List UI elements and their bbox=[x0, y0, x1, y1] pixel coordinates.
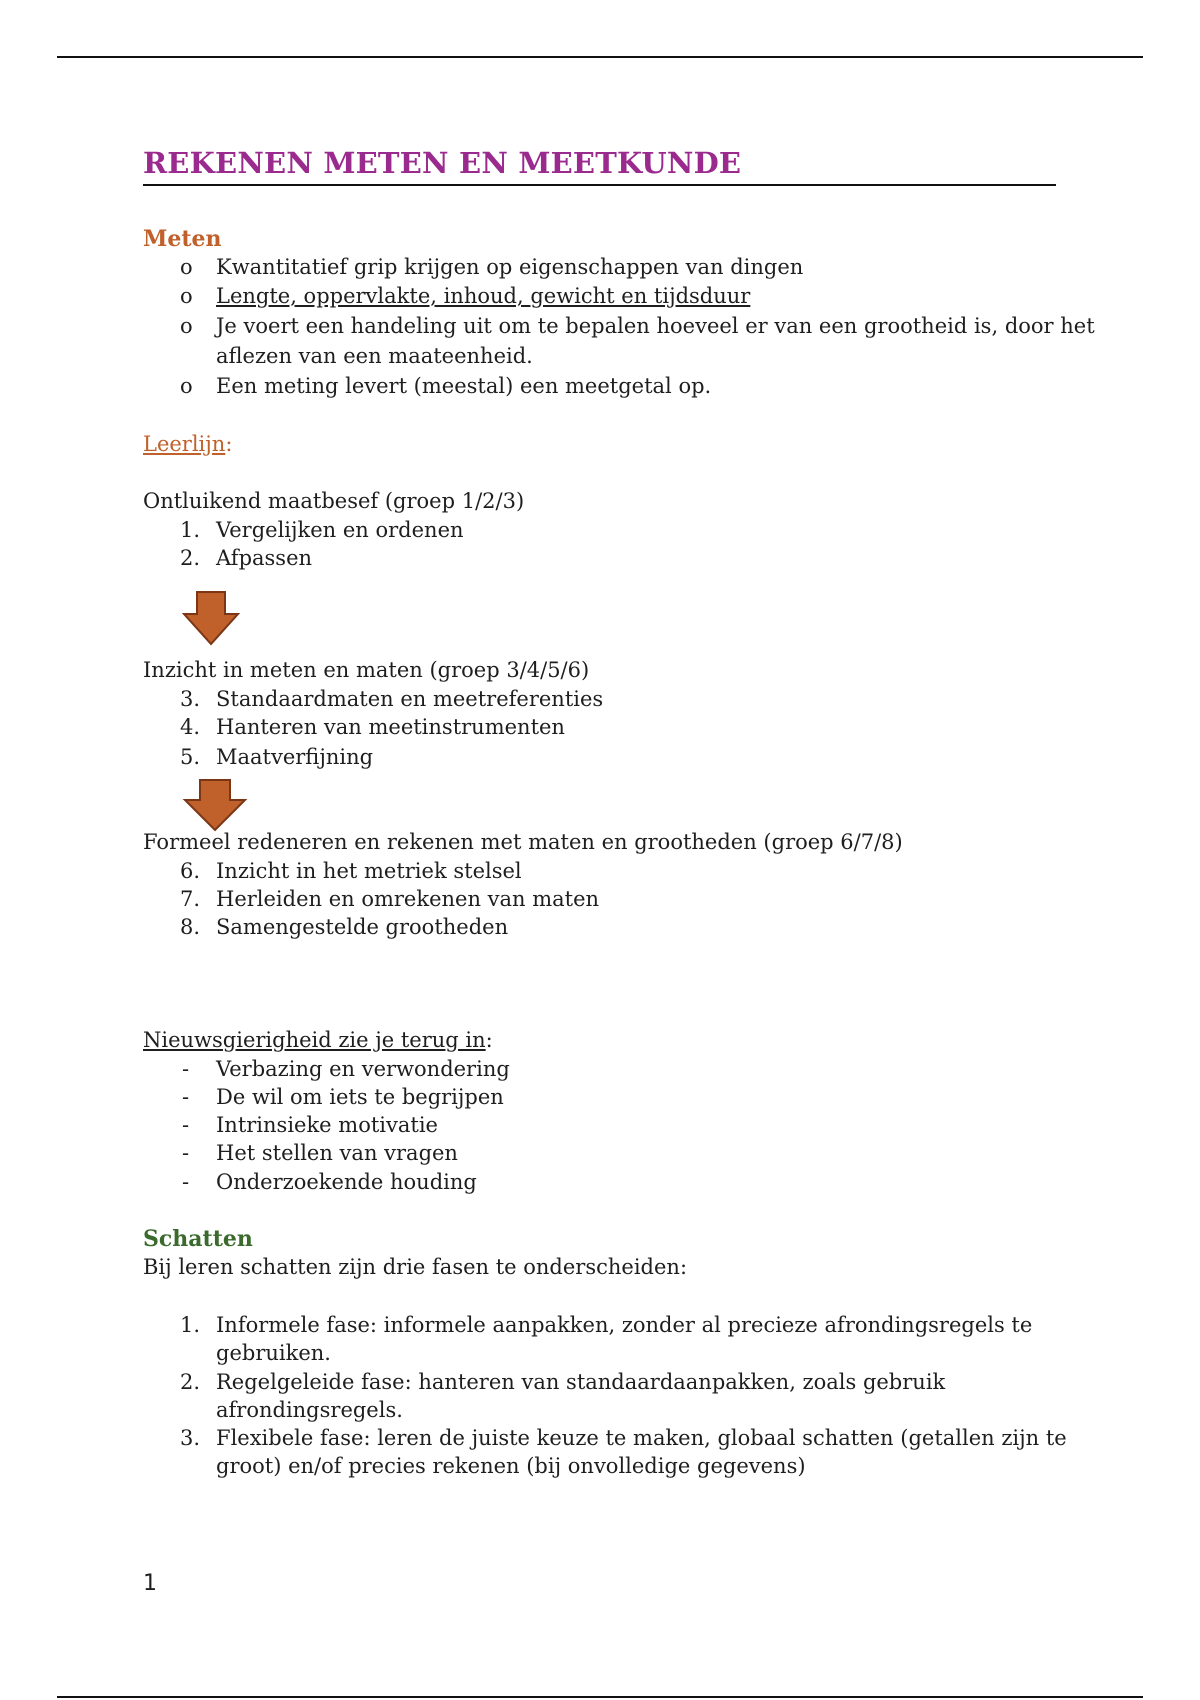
list-number: 8. bbox=[180, 915, 201, 939]
list-item: Vergelijken en ordenen bbox=[216, 518, 464, 542]
list-item: Afpassen bbox=[216, 546, 313, 570]
dash-marker: - bbox=[182, 1141, 190, 1165]
phase-line: Informele fase: informele aanpakken, zonder al precieze afrondingsregels te bbox=[216, 1313, 1033, 1337]
list-number: 2. bbox=[180, 1370, 201, 1394]
list-number: 1. bbox=[180, 1313, 201, 1337]
bullet-marker: o bbox=[180, 284, 193, 308]
list-item: Onderzoekende houding bbox=[216, 1170, 477, 1194]
dash-marker: - bbox=[182, 1170, 190, 1194]
phase-line-continued: groot) en/of precies rekenen (bij onvolledige gegevens) bbox=[216, 1454, 806, 1478]
meten-heading: Meten bbox=[143, 226, 222, 252]
list-item: De wil om iets te begrijpen bbox=[216, 1085, 504, 1109]
list-item: Verbazing en verwondering bbox=[216, 1057, 510, 1081]
leerlijn-colon: : bbox=[225, 432, 233, 456]
page-number: 1 bbox=[143, 1571, 157, 1596]
list-item: Inzicht in het metriek stelsel bbox=[216, 859, 522, 883]
stage-title: Ontluikend maatbesef (groep 1/2/3) bbox=[143, 489, 525, 513]
bullet-marker: o bbox=[180, 314, 193, 338]
dash-marker: - bbox=[182, 1113, 190, 1137]
meten-item-4: Een meting levert (meestal) een meetgetal op. bbox=[216, 374, 712, 398]
down-arrow-icon bbox=[182, 590, 240, 646]
stage-title: Formeel redeneren en rekenen met maten en grootheden (groep 6/7/8) bbox=[143, 830, 903, 854]
arrow-shape bbox=[184, 592, 238, 644]
nieuwsgierigheid-label-text: Nieuwsgierigheid zie je terug in bbox=[143, 1028, 486, 1052]
arrow-shape bbox=[185, 780, 245, 830]
list-number: 4. bbox=[180, 715, 201, 739]
footer-rule bbox=[57, 1696, 1143, 1698]
leerlijn-label-text: Leerlijn bbox=[143, 432, 226, 456]
list-item: Maatverfijning bbox=[216, 745, 374, 769]
meten-item-3: Je voert een handeling uit om te bepalen hoeveel er van een grootheid is, door het bbox=[216, 314, 1095, 338]
leerlijn-label bbox=[143, 430, 232, 458]
bullet-marker: o bbox=[180, 255, 193, 279]
nieuwsgierigheid-colon: : bbox=[485, 1028, 493, 1052]
phase-line: Flexibele fase: leren de juiste keuze te maken, globaal schatten (getallen zijn te bbox=[216, 1426, 1067, 1450]
phase-line: Regelgeleide fase: hanteren van standaardaanpakken, zoals gebruik bbox=[216, 1370, 946, 1394]
list-number: 2. bbox=[180, 546, 201, 570]
list-number: 6. bbox=[180, 859, 201, 883]
dash-marker: - bbox=[182, 1057, 190, 1081]
list-item: Samengestelde grootheden bbox=[216, 915, 509, 939]
meten-item-2: Lengte, oppervlakte, inhoud, gewicht en tijdsduur bbox=[216, 284, 751, 308]
header-rule bbox=[57, 56, 1143, 58]
list-item: Intrinsieke motivatie bbox=[216, 1113, 438, 1137]
schatten-intro: Bij leren schatten zijn drie fasen te onderscheiden: bbox=[143, 1255, 688, 1279]
list-item: Herleiden en omrekenen van maten bbox=[216, 887, 600, 911]
schatten-heading: Schatten bbox=[143, 1226, 253, 1252]
list-number: 3. bbox=[180, 1426, 201, 1450]
phase-line-continued: gebruiken. bbox=[216, 1341, 331, 1365]
bullet-marker: o bbox=[180, 374, 193, 398]
list-item: Hanteren van meetinstrumenten bbox=[216, 715, 565, 739]
phase-line-continued: afrondingsregels. bbox=[216, 1398, 403, 1422]
meten-item-3-continued: aflezen van een maateenheid. bbox=[216, 344, 533, 368]
list-number: 7. bbox=[180, 887, 201, 911]
page-title: REKENEN METEN EN MEETKUNDE bbox=[143, 144, 1056, 186]
list-number: 5. bbox=[180, 745, 201, 769]
list-number: 3. bbox=[180, 687, 201, 711]
meten-item-1: Kwantitatief grip krijgen op eigenschappen van dingen bbox=[216, 255, 804, 279]
nieuwsgierigheid-label bbox=[143, 1026, 493, 1054]
list-number: 1. bbox=[180, 518, 201, 542]
down-arrow-icon bbox=[182, 778, 248, 832]
list-item: Het stellen van vragen bbox=[216, 1141, 458, 1165]
stage-title: Inzicht in meten en maten (groep 3/4/5/6) bbox=[143, 658, 590, 682]
dash-marker: - bbox=[182, 1085, 190, 1109]
list-item: Standaardmaten en meetreferenties bbox=[216, 687, 604, 711]
